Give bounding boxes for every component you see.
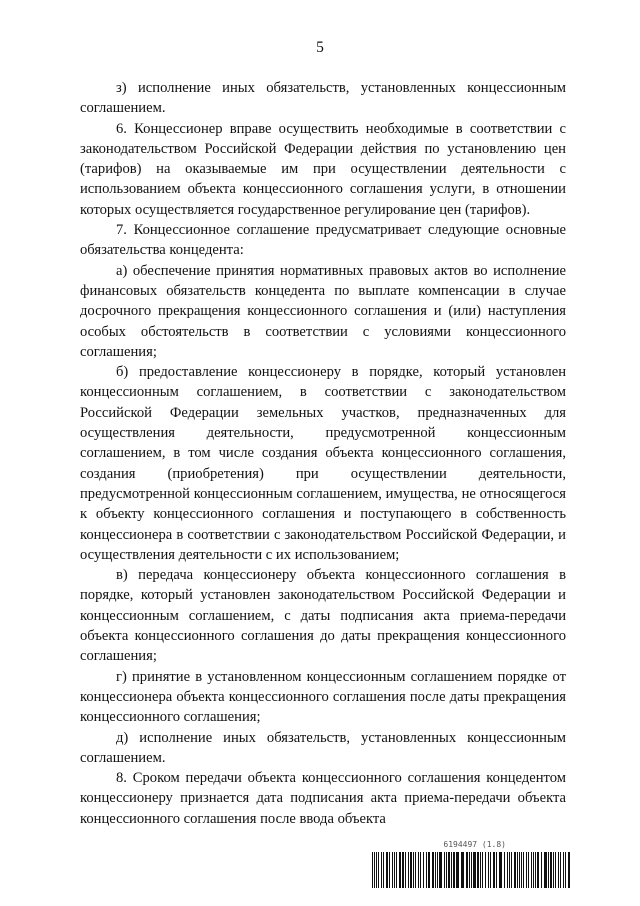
paragraph-item-z: з) исполнение иных обязательств, установленных концессионным соглашением. — [80, 80, 566, 117]
document-body — [80, 78, 566, 829]
paragraph-item-v: в) передача концессионеру объекта концессионного соглашения в порядке, который установлен законодательством Российской Федерации и концессионным соглашением, с даты подписания акта приема-передачи объекта концессионного соглашения до даты прекращения концессионного соглашения; — [80, 567, 566, 665]
paragraph-item-b: б) предоставление концессионеру в порядке, который установлен концессионным соглашением, в соответствии с законодательством Российской Федерации земельных участков, предназначенных для осуществления деятельности, предусмотренной концессионным соглашением, в том числе создания объекта концессионного соглашения, создания (приобретения) при осуществлении деятельности, предусмотренной концессионным соглашением, имущества, не относящегося к объекту концессионного соглашения и поступающего в собственность концессионера в соответствии с законодательством Российской Федерации, и осуществления деятельности с их использованием; — [80, 364, 566, 563]
barcode-image — [372, 852, 574, 888]
paragraph-clause-6: 6. Концессионер вправе осуществить необходимые в соответствии с законодательством Российской Федерации действия по установлению цен (тарифов) на оказываемые им при осуществлении деятельности с использованием объекта концессионного соглашения услуги, в отношении которых осуществляется государственное регулирование цен (тарифов). — [80, 120, 566, 218]
paragraph-item-d: д) исполнение иных обязательств, установленных концессионным соглашением. — [80, 729, 566, 766]
paragraph-item-a: а) обеспечение принятия нормативных правовых актов во исполнение финансовых обязательств концедента по выплате компенсации в случае досрочного прекращения концессионного соглашения и (или) наступления особых обстоятельств в соответствии с условиями концессионного соглашения; — [80, 262, 566, 360]
barcode — [372, 840, 574, 890]
barcode-id-label: 6194497 (1.8) — [443, 840, 506, 849]
page-number: 5 — [316, 39, 324, 56]
paragraph-clause-8: 8. Сроком передачи объекта концессионного соглашения концедентом концессионеру признается дата подписания акта приема-передачи объекта концессионного соглашения после ввода объекта — [80, 770, 566, 827]
paragraph-clause-7: 7. Концессионное соглашение предусматривает следующие основные обязательства концедента: — [80, 222, 566, 259]
paragraph-item-g: г) принятие в установленном концессионным соглашением порядке от концессионера объекта концессионного соглашения после даты прекращения концессионного соглашения; — [80, 668, 566, 726]
